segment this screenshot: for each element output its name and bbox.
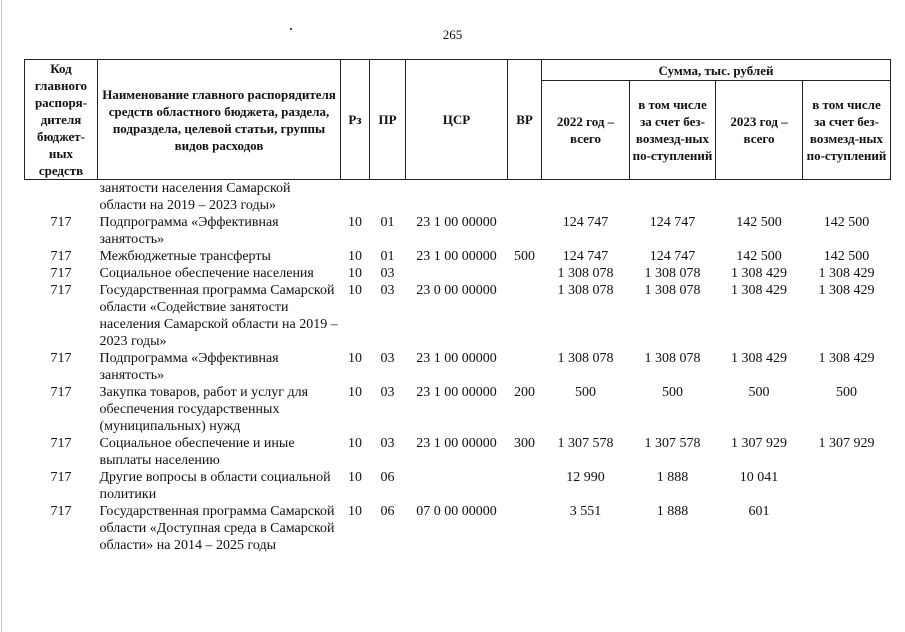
- cell-rz: 10: [348, 351, 362, 366]
- cell-code: 717: [50, 436, 72, 451]
- cell-sum-2022: 1 308 078: [557, 283, 614, 298]
- table-row: [25, 350, 891, 384]
- cell-name: Подпрограмма «Эффективная занятость»: [99, 215, 279, 247]
- table-header: [25, 60, 891, 180]
- cell-pr: 01: [380, 215, 395, 230]
- cell-sum-2023: 1 308 429: [731, 351, 787, 366]
- cell-sum-2022: 124 747: [562, 249, 609, 264]
- header-pr: ПР: [370, 60, 406, 180]
- cell-rz: 10: [348, 385, 362, 400]
- cell-code: 717: [50, 351, 72, 366]
- table-row: [25, 469, 891, 503]
- cell-sum-2023: 1 308 429: [731, 266, 787, 281]
- cell-free-2023: 1 308 429: [818, 351, 875, 366]
- cell-csr: 23 1 00 00000: [416, 351, 497, 366]
- cell-pr: [370, 180, 406, 215]
- cell-vr: [508, 503, 542, 554]
- cell-pr: 06: [380, 470, 395, 485]
- cell-sum-2023: 1 307 929: [731, 436, 787, 451]
- cell-free-2023: 1 307 929: [818, 436, 875, 451]
- cell-vr: [508, 214, 542, 248]
- cell-free-2022: 124 747: [649, 249, 696, 264]
- cell-sum-2023: 142 500: [736, 249, 782, 264]
- cell-vr: 200: [514, 385, 535, 400]
- page-number: 265: [442, 27, 463, 42]
- cell-rz: 10: [348, 436, 362, 451]
- cell-sum-2023: [716, 180, 803, 215]
- table-row: [25, 384, 891, 435]
- budget-table: [24, 59, 891, 554]
- cell-code: 717: [50, 266, 72, 281]
- cell-code: 717: [50, 470, 72, 485]
- cell-csr: 23 1 00 00000: [416, 249, 497, 264]
- cell-free-2023: 1 308 429: [818, 283, 875, 298]
- table-row: [25, 214, 891, 248]
- header-vr: ВР: [508, 60, 542, 180]
- cell-free-2022: 1 888: [656, 504, 689, 519]
- cell-free-2022: 1 307 578: [644, 436, 701, 451]
- cell-sum-2023: 142 500: [736, 215, 782, 230]
- header-rz: Рз: [341, 60, 370, 180]
- cell-sum-2022: 1 307 578: [557, 436, 614, 451]
- cell-free-2023: 142 500: [823, 215, 870, 230]
- cell-sum-2022: 1 308 078: [557, 266, 614, 281]
- cell-rz: 10: [348, 266, 362, 281]
- cell-free-2023: 142 500: [823, 249, 870, 264]
- cell-vr: 300: [514, 436, 535, 451]
- cell-csr: 23 0 00 00000: [416, 283, 497, 298]
- cell-sum-2022: 500: [575, 385, 596, 400]
- cell-rz: 10: [348, 249, 362, 264]
- cell-sum-2022: [542, 180, 630, 215]
- cell-free-2022: 1 308 078: [644, 351, 701, 366]
- cell-name: занятости населения Самарской области на 2019 – 2023 годы»: [99, 181, 291, 213]
- cell-free-2022: 1 308 078: [644, 266, 701, 281]
- cell-name: Другие вопросы в области социальной политики: [99, 470, 331, 502]
- cell-code: 717: [50, 249, 72, 264]
- cell-free-2022: 500: [662, 385, 683, 400]
- cell-rz: [341, 180, 370, 215]
- cell-sum-2022: 1 308 078: [557, 351, 614, 366]
- header-2023-total: 2023 год – всего: [716, 81, 803, 180]
- cell-sum-2022: 12 990: [566, 470, 605, 485]
- cell-code: [25, 180, 98, 215]
- cell-sum-2022: 3 551: [569, 504, 602, 519]
- cell-vr: [508, 469, 542, 503]
- cell-pr: 03: [380, 436, 395, 451]
- table-row: [25, 435, 891, 469]
- cell-pr: 03: [380, 266, 395, 281]
- cell-csr: 23 1 00 00000: [416, 385, 497, 400]
- cell-csr: [406, 469, 508, 503]
- cell-rz: 10: [348, 504, 362, 519]
- cell-pr: 06: [380, 504, 395, 519]
- cell-free-2023: 500: [836, 385, 857, 400]
- cell-csr: 23 1 00 00000: [416, 215, 497, 230]
- cell-name: Социальное обеспечение населения: [99, 266, 314, 281]
- cell-free-2023: [803, 180, 891, 215]
- cell-code: 717: [50, 283, 72, 298]
- cell-code: 717: [50, 504, 72, 519]
- table-row: [25, 180, 891, 215]
- cell-rz: 10: [348, 215, 362, 230]
- cell-pr: 03: [380, 351, 395, 366]
- cell-csr: [406, 180, 508, 215]
- cell-pr: 01: [380, 249, 395, 264]
- table-row: [25, 282, 891, 350]
- header-2022-free: в том числе за счет без-возмезд-ных по-ступлений: [630, 81, 716, 180]
- cell-name: Социальное обеспечение и иные выплаты населению: [99, 436, 295, 468]
- cell-sum-2022: 124 747: [562, 215, 609, 230]
- cell-name: Закупка товаров, работ и услуг для обеспечения государственных (муниципальных) нужд: [99, 385, 309, 434]
- cell-name: Межбюджетные трансферты: [99, 249, 271, 264]
- cell-free-2022: 1 888: [656, 470, 689, 485]
- cell-sum-2023: 1 308 429: [731, 283, 787, 298]
- cell-vr: [508, 350, 542, 384]
- cell-sum-2023: 500: [748, 385, 770, 400]
- cell-free-2022: 124 747: [649, 215, 696, 230]
- cell-sum-2023: 601: [748, 504, 770, 519]
- cell-name: Государственная программа Самарской области «Доступная среда в Самарской области» на 2014 – 2025 годы: [99, 504, 335, 553]
- cell-vr: [508, 180, 542, 215]
- cell-csr: 07 0 00 00000: [416, 504, 497, 519]
- cell-name: Государственная программа Самарской области «Содействие занятости населения Самарской области на 2019 – 2023 годы»: [99, 283, 338, 349]
- cell-code: 717: [50, 385, 72, 400]
- header-2023-free: в том числе за счет без-возмезд-ных по-ступлений: [803, 81, 891, 180]
- cell-free-2022: [630, 180, 716, 215]
- table-row: [25, 248, 891, 265]
- table-row: [25, 265, 891, 282]
- header-2022-total: 2022 год – всего: [542, 81, 630, 180]
- cell-free-2023: [803, 469, 891, 503]
- cell-free-2023: [803, 503, 891, 554]
- header-csr: ЦСР: [406, 60, 508, 180]
- cell-code: 717: [50, 215, 72, 230]
- cell-vr: [508, 265, 542, 282]
- cell-csr: [406, 265, 508, 282]
- cell-vr: [508, 282, 542, 350]
- header-sum: Сумма, тыс. рублей: [542, 60, 891, 81]
- cell-name: Подпрограмма «Эффективная занятость»: [99, 351, 279, 383]
- header-name: Наименование главного распорядителя средств областного бюджета, раздела, подраздела, целевой статьи, группы видов расходов: [98, 60, 341, 180]
- cell-pr: 03: [380, 385, 395, 400]
- cell-free-2022: 1 308 078: [644, 283, 701, 298]
- cell-free-2023: 1 308 429: [818, 266, 875, 281]
- scan-margin-line: [1, 0, 2, 632]
- table-row: [25, 503, 891, 554]
- cell-csr: 23 1 00 00000: [416, 436, 497, 451]
- table-body: [25, 180, 891, 555]
- cell-pr: 03: [380, 283, 395, 298]
- header-code: Код главного распоря-дителя бюджет-ных средств: [25, 60, 98, 180]
- cell-rz: 10: [348, 283, 362, 298]
- cell-rz: 10: [348, 470, 362, 485]
- cell-vr: 500: [514, 249, 535, 264]
- cell-sum-2023: 10 041: [739, 470, 779, 485]
